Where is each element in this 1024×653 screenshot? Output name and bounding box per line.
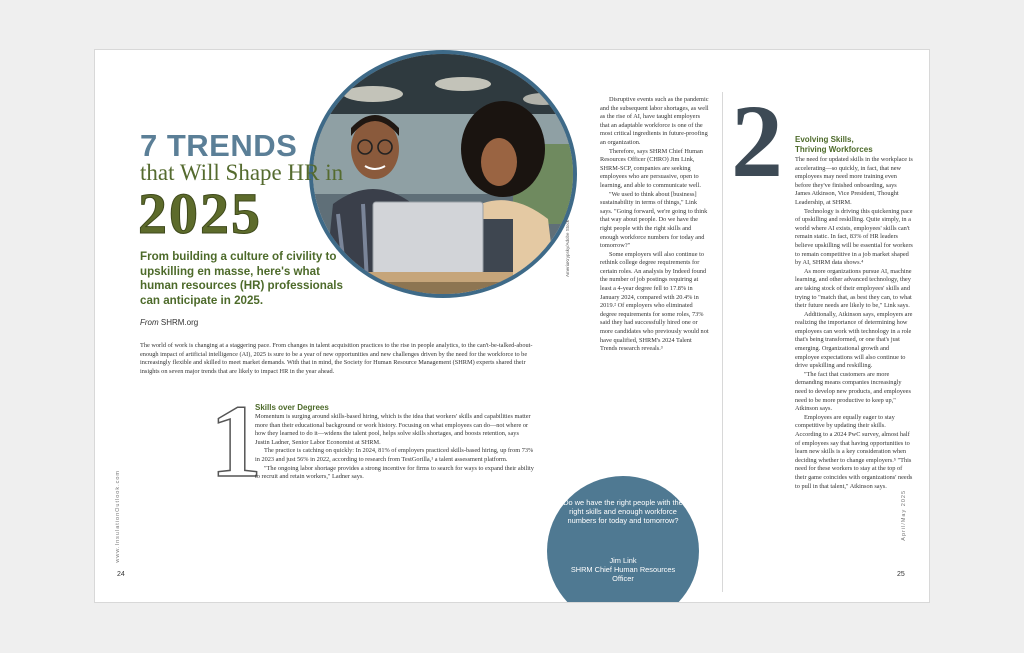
section-number-1: 1 bbox=[210, 384, 262, 499]
source-label: From bbox=[140, 318, 159, 327]
headline-subline: that Will Shape HR in bbox=[140, 160, 344, 185]
section-2-body bbox=[795, 156, 913, 491]
paragraph: As more organizations pursue AI, machine learning, and other advanced technology, they are taking stock of their employees' skills and trying to "match that, as best they can, to what their future needs are likely to be," Link says. bbox=[795, 267, 912, 310]
section-2-heading-line2: Thriving Workforces bbox=[795, 145, 873, 154]
section-2-heading-line1: Evolving Skills, bbox=[795, 135, 854, 144]
source-line bbox=[140, 318, 198, 327]
headline-trends: 7 TRENDS bbox=[140, 128, 298, 163]
headline-year: 2025 bbox=[138, 181, 262, 246]
paragraph: The need for updated skills in the workplace is accelerating—so quickly, in fact, that new employees may need more training even before they've finished onboarding, says James Atkinson, Vice President, Thought Leadership, at SHRM. bbox=[795, 156, 913, 206]
paragraph: Technology is driving this quickening pace of upskilling and reskilling. Quite simply, in a world where AI exists, employees' skills can't remain static. In fact, 83% of HR leaders believe upskilling will be essential for workers to remain competitive in a job market shaped by AI, SHRM data shows.⁴ bbox=[795, 207, 913, 267]
intro-paragraph bbox=[140, 342, 540, 376]
pull-quote-role: SHRM Chief Human Resources Officer bbox=[570, 565, 676, 583]
section-1-heading: Skills over Degrees bbox=[255, 403, 329, 412]
column-divider bbox=[722, 92, 723, 592]
source-name: SHRM.org bbox=[160, 318, 199, 327]
section-1-body bbox=[255, 413, 535, 482]
website-sidebar: www.InsulationOutlook.com bbox=[115, 470, 121, 563]
paragraph: Momentum is surging around skills-based hiring, which is the idea that workers' skills and capabilities matter more than their educational background or work history. Focusing on what employees can do—not where or how they learned to do it—widens the talent pool, helps solve skills shortages, and boosts retention, says Justin Ladner, Senior Labor Economist at SHRM. bbox=[255, 413, 531, 446]
pull-quote-attribution bbox=[561, 556, 685, 583]
paragraph: The practice is catching on quickly: In 2024, 81% of employers practiced skills-based hiring, up from 73% in 2023 and just 56% in 2022, according to research from TestGorilla,¹ a talent assessment platform. bbox=[255, 447, 534, 463]
pull-quote bbox=[547, 476, 699, 602]
issue-date-sidebar: April/May 2025 bbox=[901, 490, 907, 541]
photo-credit: AmeriaKrypsky/Adobe Stock bbox=[565, 220, 570, 278]
paragraph: Some employers will also continue to rethink college degree requirements for certain roles. An analysis by Indeed found the number of job postings requiring at least a 4-year degree fell to 17.8% in January 2024, compared with 20.4% in 2019.² Of employers who eliminated degree requirements for some roles, 73% said they had successfully hired one or more candidates who previously would not have qualified, SHRM's 2024 Talent Trends research reveals.³ bbox=[600, 250, 709, 353]
paragraph: Additionally, Atkinson says, employers are realizing the importance of determining how employees can work with technology in a role that's being transformed, or one that's just emerging. Organizational growth and employee expectations will also continue to drive upskilling and reskilling. bbox=[795, 310, 913, 370]
page-number-right: 25 bbox=[897, 571, 905, 578]
page-number-left: 24 bbox=[117, 571, 125, 578]
pull-quote-name: Jim Link bbox=[609, 556, 637, 565]
deck-subtitle: From building a culture of civility to upskilling en masse, here's what human resources (HR) professionals can anticipate in 2025. bbox=[140, 250, 343, 307]
pull-quote-text: Do we have the right people with the right skills and enough workforce numbers for today and tomorrow? bbox=[563, 498, 683, 525]
column-2-body bbox=[600, 96, 710, 354]
paragraph: "The fact that customers are more demanding means companies increasingly need to develop new products, and employees need to be more productive to keep up," Atkinson says. bbox=[795, 370, 911, 413]
magazine-spread bbox=[95, 50, 929, 602]
section-number-2: 2 bbox=[731, 84, 783, 199]
section-2-heading bbox=[795, 135, 873, 155]
paragraph: Employees are equally eager to stay competitive by updating their skills. According to a 2024 PwC survey, almost half of employees say that having opportunities to learn new skills is a key consideration when deciding whether to change employers.⁵ "This need for these workers to stay at the top of their game coincides with organizations' needs to pull in that talent," Atkinson says. bbox=[795, 413, 913, 490]
office-photo-illustration bbox=[313, 54, 577, 298]
intro-text: The world of work is changing at a staggering pace. From changes in talent acquisition practices to the rise in people analytics, to the can't-be-talked-about-enough impact of artificial intelligence (AI), 2025 is sure to be a year of new opportunities and new challenges driven by the need for the workforce to be increasingly flexible and skilled to meet market demands. With that in mind, the Society for Human Resource Management (SHRM) experts shared their insights on seven major trends that are likely to impact HR in the year ahead. bbox=[140, 342, 533, 375]
paragraph: "We used to think about [business] sustainability in terms of things," Link says. "Going forward, we're going to think that way about people. Do we have the right people with the right skills and enough workforce numbers for today and tomorrow?" bbox=[600, 190, 708, 250]
paragraph: Disruptive events such as the pandemic and the subsequent labor shortages, as well as the rise of AI, have taught employers that an adaptable workforce is one of the most critical ingredients in future-proofing an organization. bbox=[600, 96, 709, 146]
paragraph: "The ongoing labor shortage provides a strong incentive for firms to search for ways to expand their ability to recruit and retain workers," Ladner says. bbox=[255, 464, 534, 481]
paragraph: Therefore, says SHRM Chief Human Resources Officer (CHRO) Jim Link, SHRM-SCP, companies are seeking employees who are persuasive, open to learning, and able to communicate well. bbox=[600, 147, 703, 189]
